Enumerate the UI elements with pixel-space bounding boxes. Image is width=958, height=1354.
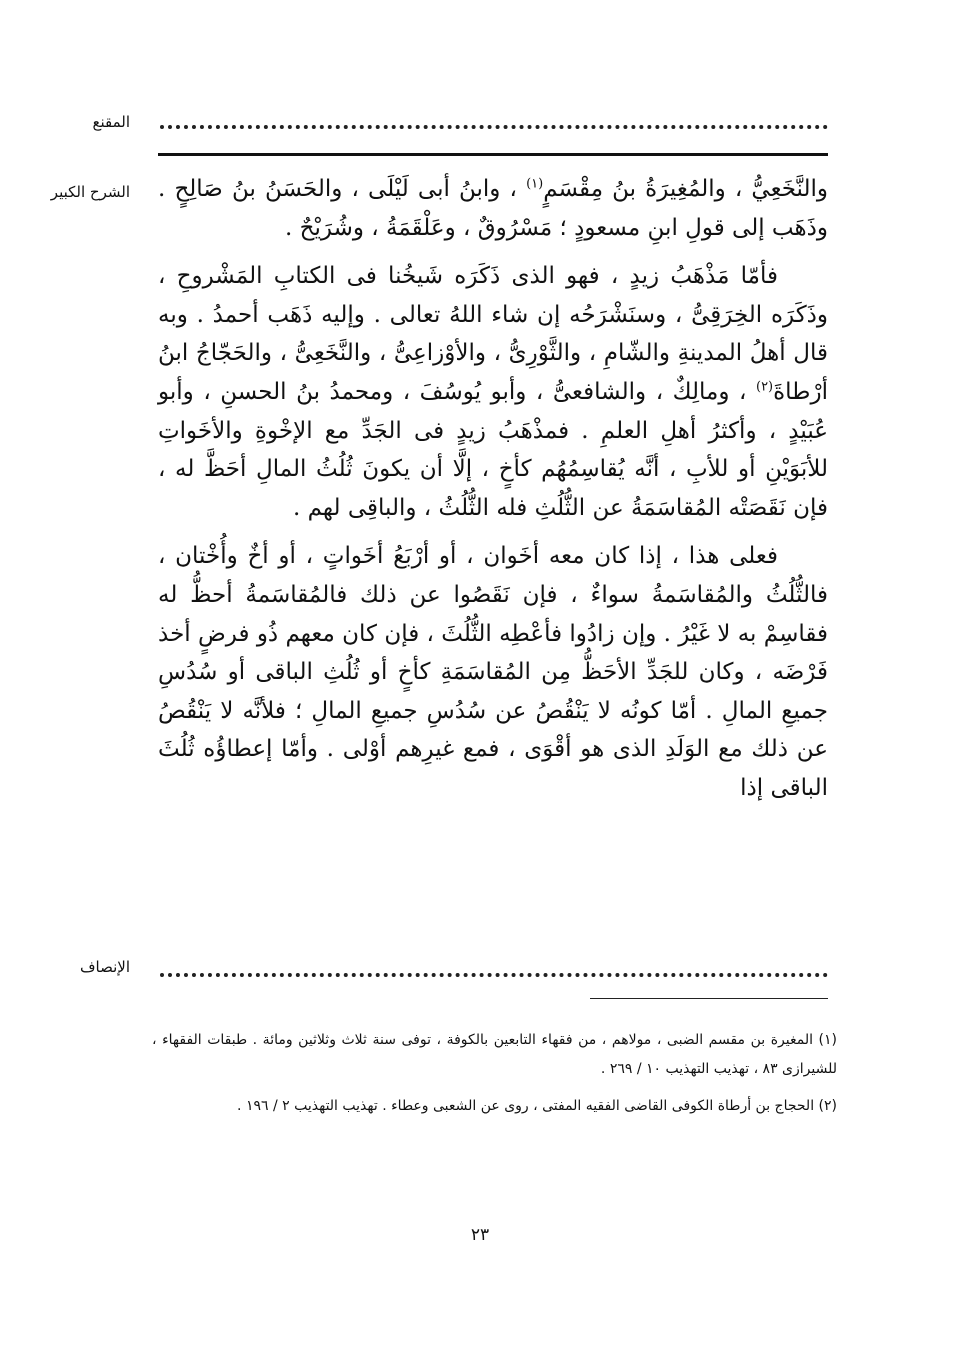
page-number: ٢٣ [470, 1225, 490, 1245]
footnote-separator [590, 998, 828, 999]
paragraph-1-part-b: ، وابنُ أبى لَيْلَى ، والحَسَنُ بنُ صَالِحٍ . وذَهَب إلى قولِ ابنِ مسعودٍ ؛ مَسْرُوقٌ ، وعَلْقَمَةُ ، وشُرَيْحٌ . [158, 176, 828, 241]
paragraph-2 [158, 257, 828, 527]
top-margin-label: المقنع [92, 113, 130, 131]
paragraph-3: فعلى هذا ، إذا كان معه أخَوان ، أو أرْبَعُ أخَواتٍ ، أو أخٌ وأُخْتان ، فالثُّلُثُ والمُقاسَمةُ سواءٌ ، فإن نَقَصُوا عن ذلك فالمُقاسَمةُ أحظُّ له فقاسِمْ به لا غَيْرُ . وإن زادُوا فأعْطِه الثُّلُثَ ، فإن كان معهم ذُو فرضٍ أخذ فَرْضَه ، وكان للجَدِّ الأحَظُّ مِن المُقاسَمَةِ كأخٍ أو ثُلُثِ الباقى أو سُدُسِ جميعِ المالِ . أمّا كونُه لا يَنْقُصُ عن سُدُسِ جميعِ المالِ ؛ فلأنَّه لا يَنْقُصُ عن ذلك مع الوَلَدِ الذى هو أقْوَى ، فمع غيرِهم أوْلى . وأمّا إعطاؤُه ثُلُثَ الباقى إذا [158, 543, 828, 801]
paragraph-1-part-a: والنَّخَعِيُّ ، والمُغِيرَةُ بنُ مِقْسَمٍ [543, 176, 828, 202]
paragraph-2-part-b: ، ومالِكٌ ، والشافعىُّ ، وأبو يُوسُفَ ، ومحمدُ بنُ الحسنِ ، وأبو عُبَيْدٍ ، وأكثرُ أهلِ العلمِ . فمذْهَبُ زيدٍ فى الجَدِّ مع الإخْوةِ والأخَواتِ للأبَوَيْنِ أو للأبِ ، أنَّه يُقاسِمُهُم كأخٍ ، إلَّا أن يكونَ ثُلُثُ المالِ أحَظَّ له ، فإن نَقَصَتْه المُقاسَمَةُ عن الثُّلُثِ فله الثُّلُثُ ، والباقِى لهم . [158, 378, 828, 521]
header-rule [158, 153, 828, 156]
top-dotted-rule [160, 125, 828, 129]
main-text-block [158, 170, 828, 808]
footnote-1: (١) المغيرة بن مقسم الضبى ، مولاهم ، من فقهاء التابعين بالكوفة ، توفى سنة ثلاث وثلاثين ومائة . طبقات الفقهاء ، للشيرازى ٨٣ ، تهذيب التهذيب ١٠ / ٢٦٩ . [152, 1032, 837, 1077]
footnotes [152, 1026, 837, 1129]
bottom-dotted-rule [160, 973, 828, 977]
paragraph-2-part-a: فأمّا مَذْهَبُ زيدٍ ، فهو الذى ذَكَرَه شَيخُنا فى الكتابِ المَشْروحِ ، وذَكَرَه الخِرَقِىُّ ، وسنَشْرَحُه إن شاء اللهُ تعالى . وإليه ذَهَب أحمدُ . وبه قال أهلُ المدينةِ والشّامِ ، والثَّوْرِىُّ ، والأوْزاعِىُّ ، والنَّخَعِىُّ ، والحَجّاجُ ابنُ أرْطاةَ [158, 263, 828, 405]
footnote-ref-1[interactable]: (١) [526, 176, 544, 192]
side-margin-label: الشرح الكبير [50, 183, 130, 201]
footnote-2: (٢) الحجاج بن أرطاة الكوفى القاضى الفقيه المفتى ، روى عن الشعبى وعطاء . تهذيب التهذيب ٢ / ١٩٦ . [237, 1098, 837, 1114]
bottom-margin-label: الإنصاف [79, 958, 130, 976]
footnote-ref-2[interactable]: (٢) [755, 379, 774, 395]
paragraph-1 [158, 170, 828, 247]
